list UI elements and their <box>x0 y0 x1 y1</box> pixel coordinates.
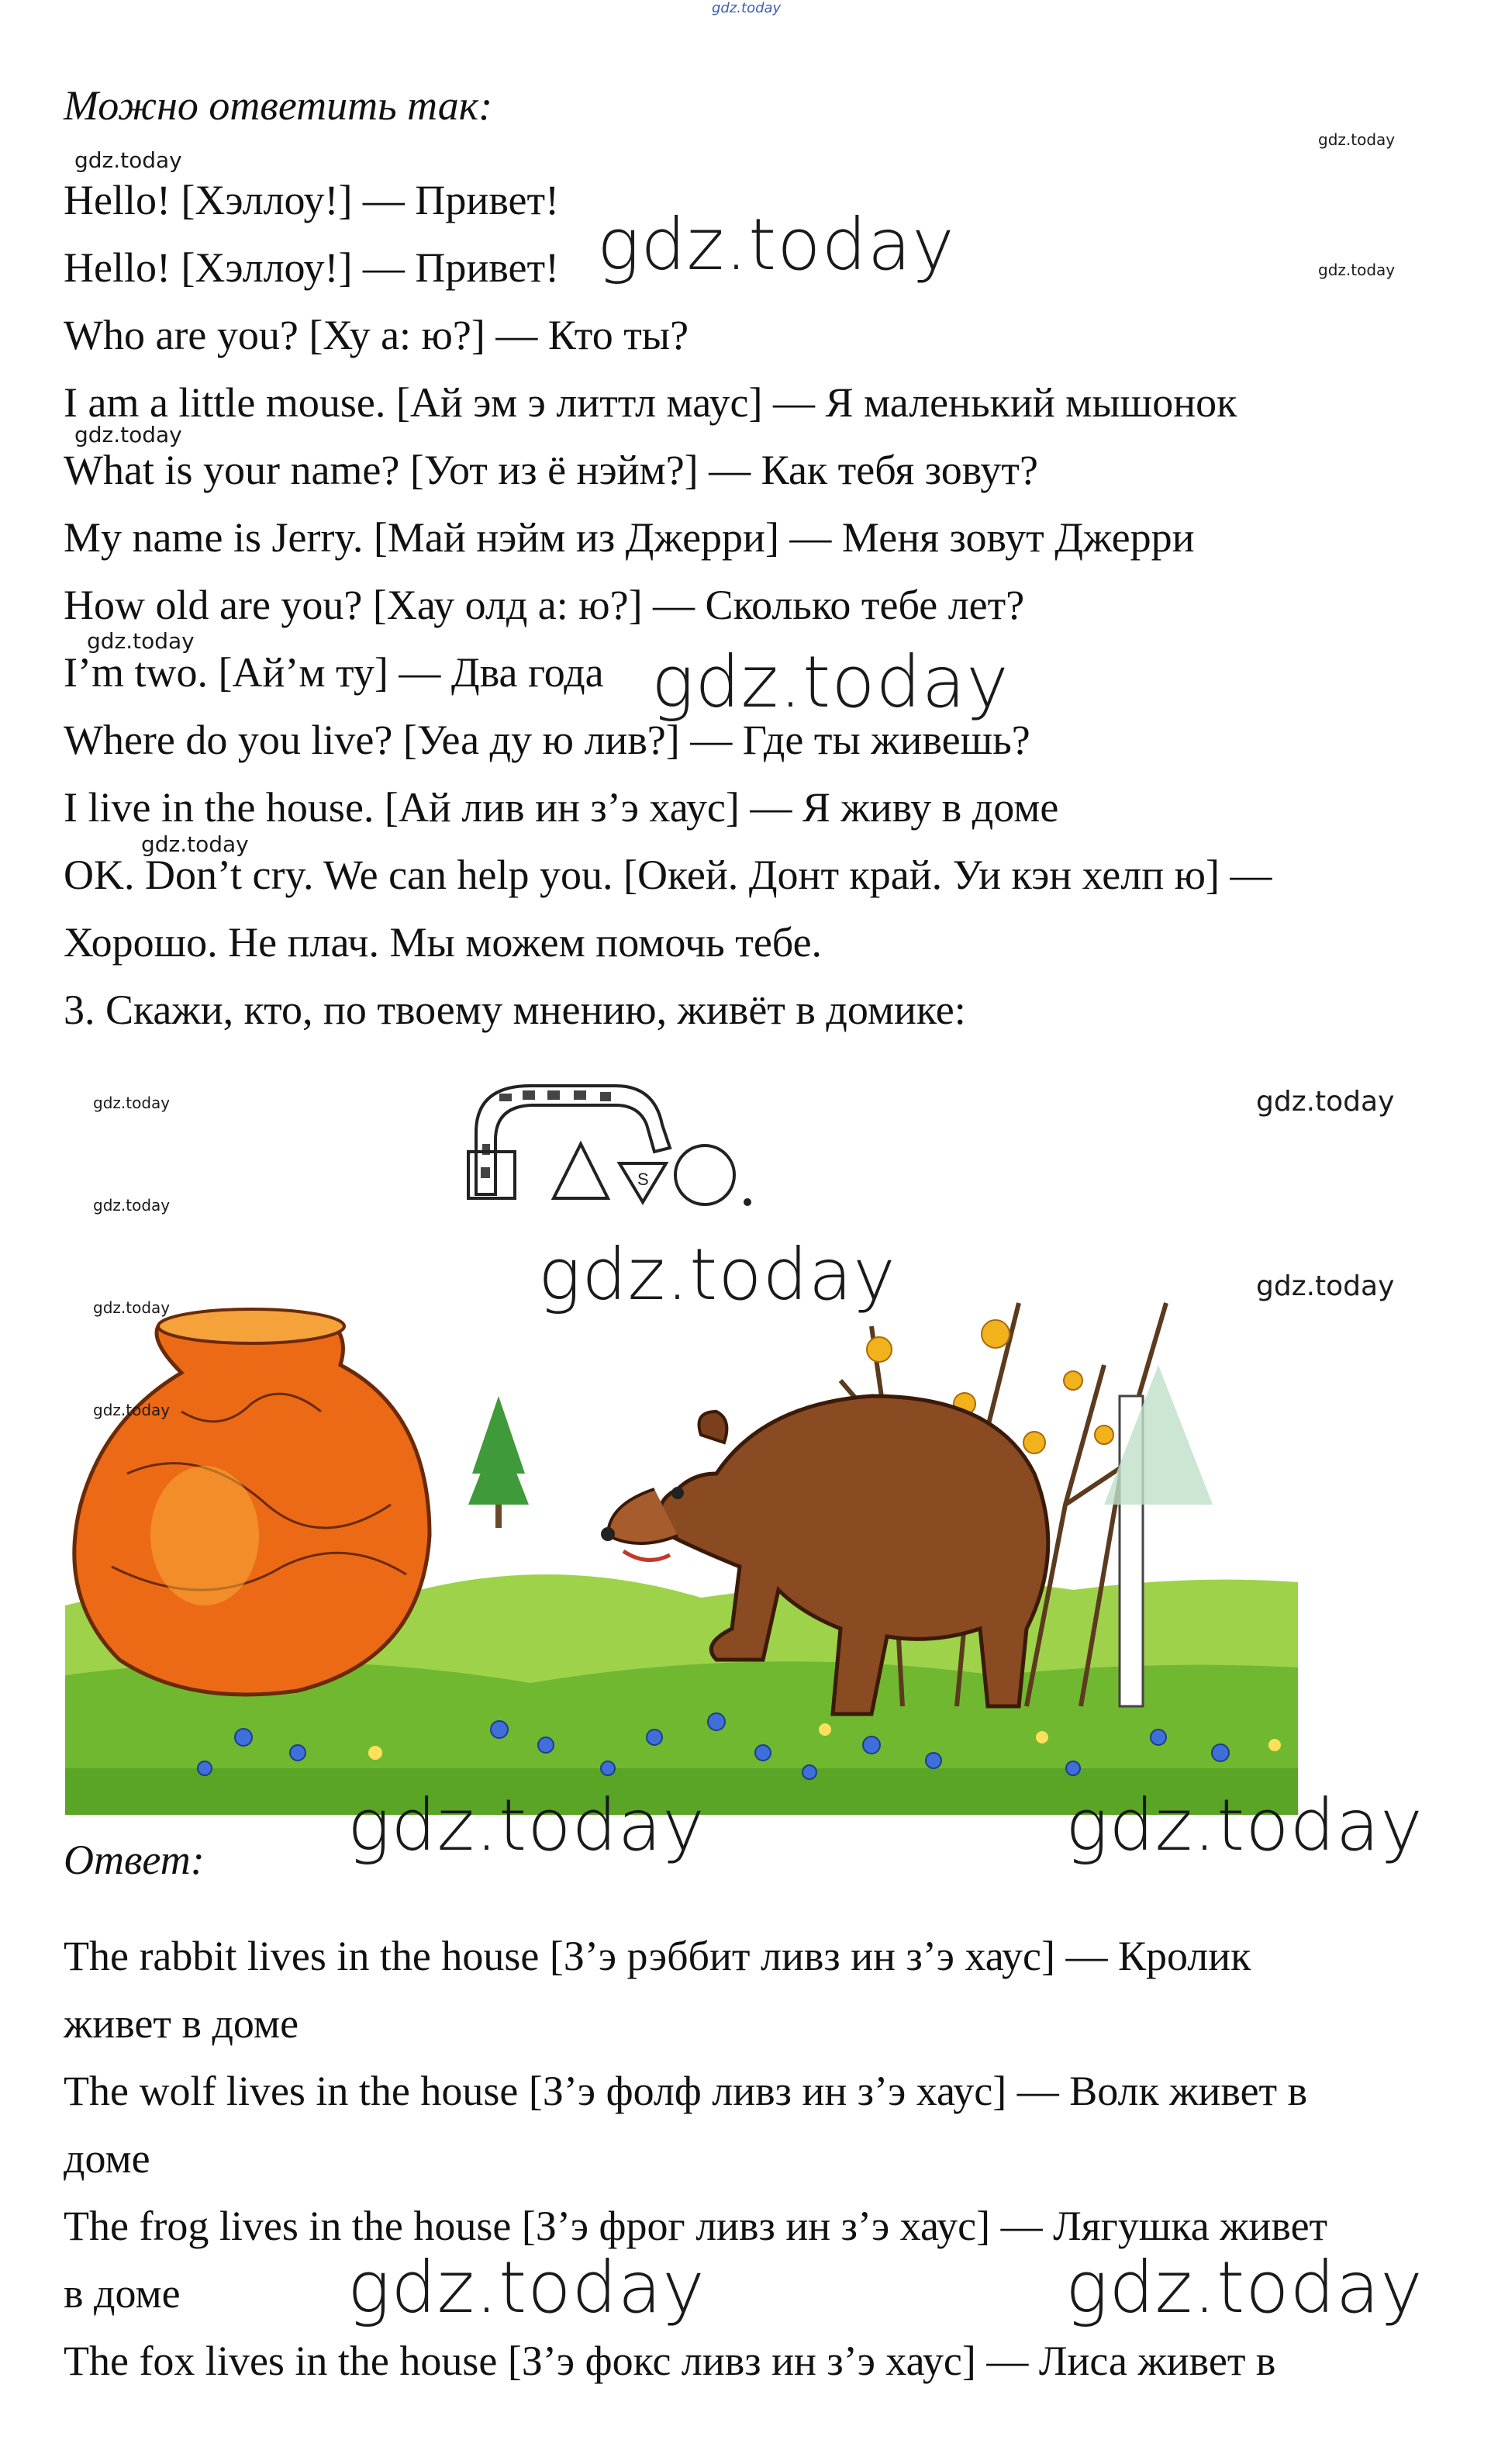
dialogue-line: OK. Don’t cry. We can help you. [Окей. Донт край. Уи кэн хелп ю] — <box>64 852 1272 898</box>
watermark: gdz.today <box>93 1298 171 1317</box>
dialogue-line: I’m two. [Ай’м ту] — Два года <box>64 649 604 696</box>
watermark: gdz.today <box>141 831 249 857</box>
watermark: gdz.today <box>74 422 182 448</box>
answer-line: The wolf lives in the house [З’э фолф ливз ин з’э хаус] — Волк живет в <box>64 2068 1308 2114</box>
intro-heading: Можно ответить так: <box>64 82 493 129</box>
watermark: gdz.today <box>347 1784 706 1867</box>
answer-line: The frog lives in the house [З’э фрог ливз ин з’э хаус] — Лягушка живет <box>64 2203 1328 2249</box>
dialogue-line: Hello! [Хэллоу!] — Привет! <box>64 177 560 223</box>
watermark: gdz.today <box>93 1094 171 1112</box>
dialogue-line: My name is Jerry. [Май нэйм из Джерри] — Меня зовут Джерри <box>64 514 1195 561</box>
watermark: gdz.today <box>538 1233 896 1316</box>
watermark: gdz.today <box>347 2246 706 2329</box>
answer-line: живет в доме <box>64 2000 299 2047</box>
watermark: gdz.today <box>1256 1270 1395 1302</box>
watermark: gdz.today <box>1065 2246 1424 2329</box>
watermark: gdz.today <box>1318 130 1396 149</box>
dialogue-line: What is your name? [Уот из ё нэйм?] — Как тебя зовут? <box>64 447 1038 493</box>
dialogue-line: How old are you? [Хау олд а: ю?] — Сколько тебе лет? <box>64 582 1025 628</box>
watermark: gdz.today <box>1256 1086 1395 1118</box>
answer-line: The fox lives in the house [З’э фокс ливз ин з’э хаус] — Лиса живет в <box>64 2338 1276 2384</box>
dialogue-line: I live in the house. [Ай лив ин з’э хаус] — Я живу в доме <box>64 784 1059 831</box>
shape-sign-letter: S <box>637 1170 649 1189</box>
answer-line: доме <box>64 2135 150 2182</box>
watermark: gdz.today <box>1318 261 1396 279</box>
answer-line: The rabbit lives in the house [З’э рэббит ливз ин з’э хаус] — Кролик <box>64 1933 1251 1979</box>
dialogue-line: Hello! [Хэллоу!] — Привет! <box>64 244 560 291</box>
dialogue-line: Who are you? [Ху а: ю?] — Кто ты? <box>64 312 689 358</box>
watermark: gdz.today <box>93 1401 171 1419</box>
watermark: gdz.today <box>74 147 182 173</box>
illustration-bear-and-pot <box>65 1070 1298 1815</box>
watermark: gdz.today <box>651 641 1010 724</box>
dialogue-line: Where do you live? [Уеа ду ю лив?] — Где ты живешь? <box>64 717 1030 763</box>
top-watermark: gdz.today <box>712 0 782 16</box>
task-3-heading: 3. Скажи, кто, по твоему мнению, живёт в домике: <box>64 987 966 1033</box>
watermark: gdz.today <box>1065 1784 1424 1867</box>
answer-label: Ответ: <box>64 1837 205 1883</box>
dialogue-line: I am a little mouse. [Ай эм э литтл маус] — Я маленький мышонок <box>64 379 1237 426</box>
watermark: gdz.today <box>93 1196 171 1215</box>
watermark: gdz.today <box>597 203 955 286</box>
dialogue-line: Хорошо. Не плач. Мы можем помочь тебе. <box>64 919 823 966</box>
answer-line: в доме <box>64 2270 181 2317</box>
watermark: gdz.today <box>87 628 195 654</box>
